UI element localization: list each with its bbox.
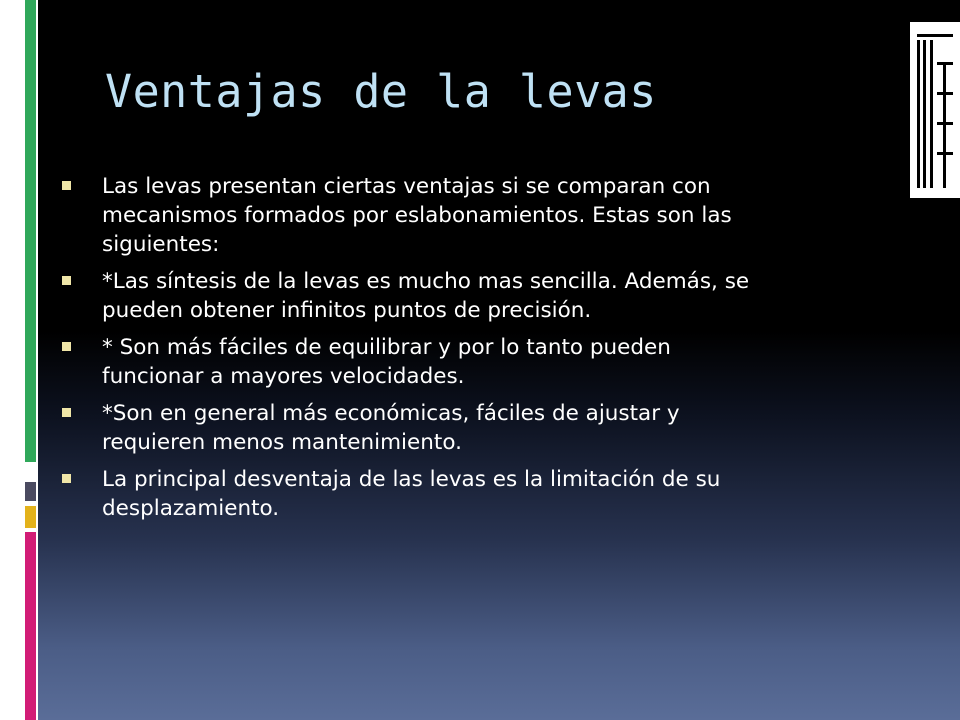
bullet-text: Las levas presentan ciertas ventajas si se comparan con mecanismos formados por eslabonamientos. Estas son las siguientes: bbox=[102, 174, 732, 257]
bullet-text: *Son en general más económicas, fáciles de ajustar y requieren menos mantenimiento. bbox=[102, 401, 680, 455]
grid-decoration-icon bbox=[910, 22, 960, 198]
bullet-text: *Las síntesis de la levas es mucho mas sencilla. Además, se pueden obtener infinitos puntos de precisión. bbox=[102, 269, 750, 323]
pink-accent-bar bbox=[25, 532, 36, 720]
square-bullet-icon bbox=[62, 408, 71, 417]
gray-accent-bar bbox=[25, 482, 36, 501]
square-bullet-icon bbox=[62, 276, 71, 285]
square-bullet-icon bbox=[62, 342, 71, 351]
bullet-item bbox=[62, 465, 752, 523]
bullet-text: * Son más fáciles de equilibrar y por lo tanto pueden funcionar a mayores velocidades. bbox=[102, 335, 671, 389]
square-bullet-icon bbox=[62, 181, 71, 190]
green-accent-bar bbox=[25, 0, 36, 462]
bullet-item bbox=[62, 333, 752, 391]
square-bullet-icon bbox=[62, 474, 71, 483]
bullet-list bbox=[62, 172, 752, 531]
slide-title: Ventajas de la levas bbox=[105, 65, 657, 118]
bullet-item bbox=[62, 267, 752, 325]
yellow-accent-bar bbox=[25, 506, 36, 528]
bullet-item bbox=[62, 172, 752, 259]
bullet-item bbox=[62, 399, 752, 457]
bullet-text: La principal desventaja de las levas es la limitación de su desplazamiento. bbox=[102, 467, 721, 521]
